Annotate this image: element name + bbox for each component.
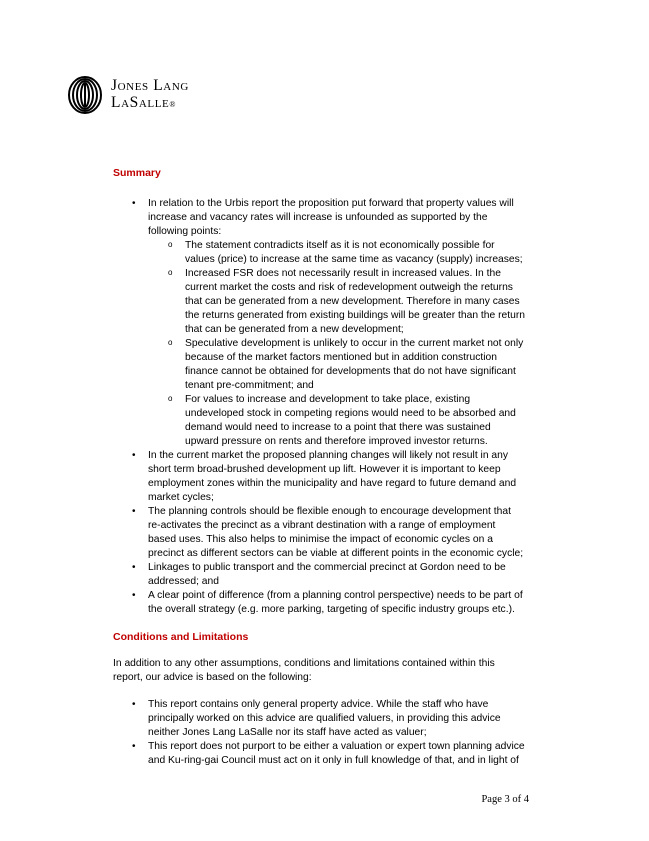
conditions-bullet: • This report does not purport to be either a valuation or expert town planning advice and Ku-ring-gai Council must act on it only in full knowledge of that, and in light of: [113, 740, 525, 768]
summary-bullet: • In the current market the proposed planning changes will likely not result in any short term broad-brushed development up lift. However it is important to keep employment zones within the municipality and have regard to future demand and market cycles;: [113, 449, 525, 505]
page-number: Page 3 of 4: [481, 794, 529, 805]
logo-wordmark: [111, 77, 189, 113]
summary-bullet: • The planning controls should be flexible enough to encourage development that re-activates the precinct as a vibrant destination with a range of employment based uses. This also helps to minimise the impact of economic cycles on a precinct as different sectors can be viable at different points in the economic cycle;: [113, 505, 525, 561]
summary-bullet: [113, 197, 525, 449]
summary-bullet: • A clear point of difference (from a planning control perspective) needs to be part of the overall strategy (e.g. more parking, targeting of specific industry groups etc.).: [113, 589, 525, 617]
conditions-intro: In addition to any other assumptions, conditions and limitations contained within this report, our advice is based on the following:: [113, 658, 495, 683]
summary-list: [113, 197, 525, 617]
registered-mark: ®: [169, 100, 177, 109]
conditions-heading: Conditions and Limitations: [113, 631, 249, 643]
conditions-bullet: • This report contains only general property advice. While the staff who have principally worked on this advice are qualified valuers, in providing this advice neither Jones Lang LaSalle nor its staff have acted as valuer;: [113, 698, 525, 740]
company-logo: [68, 76, 189, 114]
summary-bullet: • Linkages to public transport and the commercial precinct at Gordon need to be addressed; and: [113, 561, 525, 589]
sub-point: o Increased FSR does not necessarily result in increased values. In the current market the costs and risk of redevelopment outweigh the returns that can be generated from a new development. Therefore in many cases the returns generated from existing buildings will be greater than the return that can be generated from a new development;: [148, 267, 525, 337]
summary-bullet-text: In relation to the Urbis report the proposition put forward that property values will increase and vacancy rates will increase is unfounded as supported by the following points:: [148, 198, 514, 237]
sub-point: o The statement contradicts itself as it is not economically possible for values (price) to increase at the same time as vacancy (supply) increases;: [148, 239, 525, 267]
logo-line-1: Jones Lang: [111, 77, 189, 94]
sub-point: o Speculative development is unlikely to occur in the current market not only because of the market factors mentioned but in addition construction finance cannot be obtained for developments that do not have significant tenant pre-commitment; and: [148, 337, 525, 393]
document-body: [113, 166, 525, 768]
logo-line-2: LaSalle: [111, 94, 170, 111]
sub-point: o For values to increase and development to take place, existing undeveloped stock in competing regions would need to be absorbed and demand would need to increase to a point that there was sustained upward pressure on rents and therefore improved investor returns.: [148, 393, 525, 449]
summary-heading: Summary: [113, 167, 161, 179]
sub-point-list: [148, 239, 525, 449]
conditions-list: [113, 698, 525, 768]
logo-mark-icon: [68, 76, 102, 114]
